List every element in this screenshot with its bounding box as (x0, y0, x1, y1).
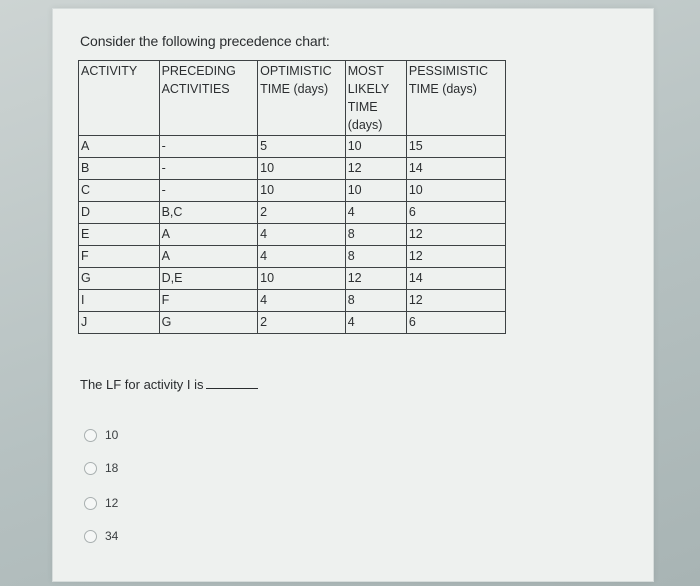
cell-activity: A (79, 136, 160, 158)
radio-button[interactable] (84, 462, 97, 475)
cell-most-likely: 10 (345, 136, 406, 158)
option-label: 34 (105, 529, 119, 543)
header-most-likely-time: MOST LIKELY TIME (days) (345, 61, 406, 136)
answer-option-4[interactable] (84, 529, 118, 543)
table-row (79, 224, 506, 246)
cell-activity: D (79, 202, 160, 224)
question-text: The LF for activity I is (80, 377, 204, 392)
cell-most-likely: 8 (345, 290, 406, 312)
cell-preceding: A (159, 224, 258, 246)
answer-option-3[interactable] (84, 496, 118, 510)
cell-activity: E (79, 224, 160, 246)
question-title: Consider the following precedence chart: (80, 33, 330, 49)
cell-pessimistic: 14 (406, 158, 505, 180)
cell-activity: I (79, 290, 160, 312)
cell-optimistic: 10 (258, 180, 346, 202)
cell-most-likely: 10 (345, 180, 406, 202)
cell-most-likely: 12 (345, 158, 406, 180)
cell-preceding: F (159, 290, 258, 312)
cell-pessimistic: 14 (406, 268, 505, 290)
option-label: 12 (105, 496, 119, 510)
table-row (79, 312, 506, 334)
cell-optimistic: 10 (258, 158, 346, 180)
table-row (79, 290, 506, 312)
table-row (79, 202, 506, 224)
answer-blank (206, 378, 258, 389)
radio-button[interactable] (84, 497, 97, 510)
cell-activity: C (79, 180, 160, 202)
cell-most-likely: 12 (345, 268, 406, 290)
cell-pessimistic: 12 (406, 290, 505, 312)
cell-optimistic: 2 (258, 312, 346, 334)
cell-preceding: - (159, 136, 258, 158)
cell-pessimistic: 12 (406, 224, 505, 246)
cell-pessimistic: 6 (406, 312, 505, 334)
radio-button[interactable] (84, 530, 97, 543)
cell-preceding: A (159, 246, 258, 268)
option-label: 10 (105, 428, 119, 442)
table-row (79, 246, 506, 268)
cell-most-likely: 4 (345, 202, 406, 224)
cell-preceding: B,C (159, 202, 258, 224)
header-preceding-activities: PRECEDING ACTIVITIES (159, 61, 258, 136)
cell-most-likely: 4 (345, 312, 406, 334)
table-row (79, 268, 506, 290)
table-row (79, 136, 506, 158)
cell-preceding: - (159, 158, 258, 180)
cell-activity: F (79, 246, 160, 268)
cell-pessimistic: 6 (406, 202, 505, 224)
cell-preceding: G (159, 312, 258, 334)
cell-activity: B (79, 158, 160, 180)
table-row (79, 180, 506, 202)
cell-preceding: - (159, 180, 258, 202)
cell-pessimistic: 12 (406, 246, 505, 268)
cell-most-likely: 8 (345, 246, 406, 268)
cell-activity: G (79, 268, 160, 290)
cell-activity: J (79, 312, 160, 334)
answer-option-2[interactable] (84, 461, 118, 475)
precedence-chart-table (78, 60, 506, 334)
cell-pessimistic: 15 (406, 136, 505, 158)
header-optimistic-time: OPTIMISTIC TIME (days) (258, 61, 346, 136)
cell-optimistic: 4 (258, 224, 346, 246)
cell-optimistic: 10 (258, 268, 346, 290)
question-prompt (80, 377, 258, 392)
answer-option-1[interactable] (84, 428, 118, 442)
cell-pessimistic: 10 (406, 180, 505, 202)
option-label: 18 (105, 461, 119, 475)
cell-optimistic: 4 (258, 246, 346, 268)
header-pessimistic-time: PESSIMISTIC TIME (days) (406, 61, 505, 136)
cell-optimistic: 4 (258, 290, 346, 312)
cell-preceding: D,E (159, 268, 258, 290)
radio-button[interactable] (84, 429, 97, 442)
cell-optimistic: 2 (258, 202, 346, 224)
table-header-row (79, 61, 506, 136)
table-row (79, 158, 506, 180)
cell-optimistic: 5 (258, 136, 346, 158)
cell-most-likely: 8 (345, 224, 406, 246)
header-activity: ACTIVITY (79, 61, 160, 136)
